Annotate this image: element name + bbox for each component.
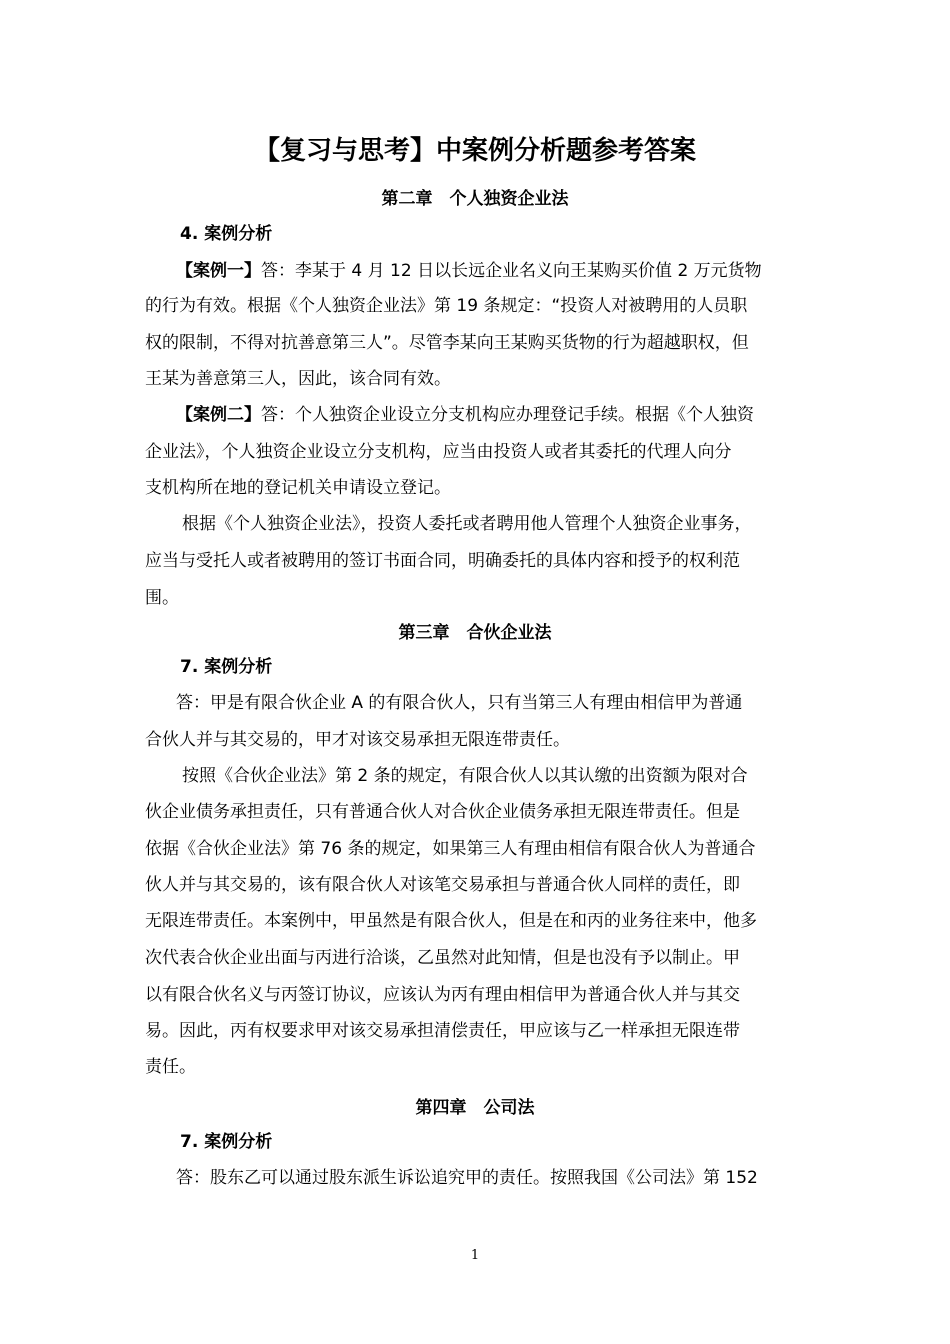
case-1-line [176,257,762,285]
paragraph-line: 围。 [145,588,179,608]
paragraph-line: 次代表合伙企业出面与丙进行洽谈，乙虽然对此知情，但是也没有予以制止。甲 [145,948,740,968]
chapter-4-subhead: 7. 案例分析 [180,1132,273,1152]
chapter-3-subhead: 7. 案例分析 [180,657,273,677]
paragraph-line: 合伙人并与其交易的，甲才对该交易承担无限连带责任。 [145,730,570,750]
paragraph-line: 答：股东乙可以通过股东派生诉讼追究甲的责任。按照我国《公司法》第 152 [176,1168,758,1188]
paragraph-line: 易。因此，丙有权要求甲对该交易承担清偿责任，甲应该与乙一样承担无限连带 [145,1021,740,1041]
paragraph-line: 依据《合伙企业法》第 76 条的规定，如果第三人有理由相信有限合伙人为普通合 [145,839,756,859]
paragraph-line: 根据《个人独资企业法》，投资人委托或者聘用他人管理个人独资企业事务， [182,514,752,534]
paragraph-line: 伙企业债务承担责任，只有普通合伙人对合伙企业债务承担无限连带责任。但是 [145,802,740,822]
paragraph-line: 无限连带责任。本案例中，甲虽然是有限合伙人，但是在和丙的业务往来中，他多 [145,911,757,931]
case-1-text: 答：李某于 4 月 12 日以长远企业名义向王某购买价值 2 万元货物 [261,261,762,281]
chapter-2-subhead: 4. 案例分析 [180,224,273,244]
paragraph-line: 应当与受托人或者被聘用的签订书面合同，明确委托的具体内容和授予的权利范 [145,551,740,571]
chapter-3-heading: 第三章 合伙企业法 [398,623,552,643]
paragraph-line: 答：甲是有限合伙企业 A 的有限合伙人，只有当第三人有理由相信甲为普通 [176,693,743,713]
document-title: 【复习与思考】中案例分析题参考答案 [253,136,696,166]
paragraph-line: 按照《合伙企业法》第 2 条的规定，有限合伙人以其认缴的出资额为限对合 [182,766,748,786]
chapter-4-heading: 第四章 公司法 [415,1098,535,1118]
case-1-label: 【案例一】 [176,261,261,281]
case-2-line: 支机构所在地的登记机关申请设立登记。 [145,478,451,498]
case-2-line: 企业法》，个人独资企业设立分支机构，应当由投资人或者其委托的代理人向分 [145,442,732,462]
case-1-line: 的行为有效。根据《个人独资企业法》第 19 条规定：“投资人对被聘用的人员职 [145,296,748,316]
paragraph-line: 伙人并与其交易的，该有限合伙人对该笔交易承担与普通合伙人同样的责任，即 [145,875,740,895]
paragraph-line: 责任。 [145,1057,196,1077]
case-1-line: 权的限制，不得对抗善意第三人”。尽管李某向王某购买货物的行为超越职权，但 [145,333,749,353]
case-2-text: 答：个人独资企业设立分支机构应办理登记手续。根据《个人独资 [261,405,754,425]
chapter-2-heading: 第二章 个人独资企业法 [381,189,569,209]
page-number: 1 [470,1248,480,1263]
case-2-label: 【案例二】 [176,405,261,425]
case-1-line: 王某为善意第三人，因此，该合同有效。 [145,369,451,389]
case-2-line [176,401,754,429]
paragraph-line: 以有限合伙名义与丙签订协议，应该认为丙有理由相信甲为普通合伙人并与其交 [145,985,740,1005]
